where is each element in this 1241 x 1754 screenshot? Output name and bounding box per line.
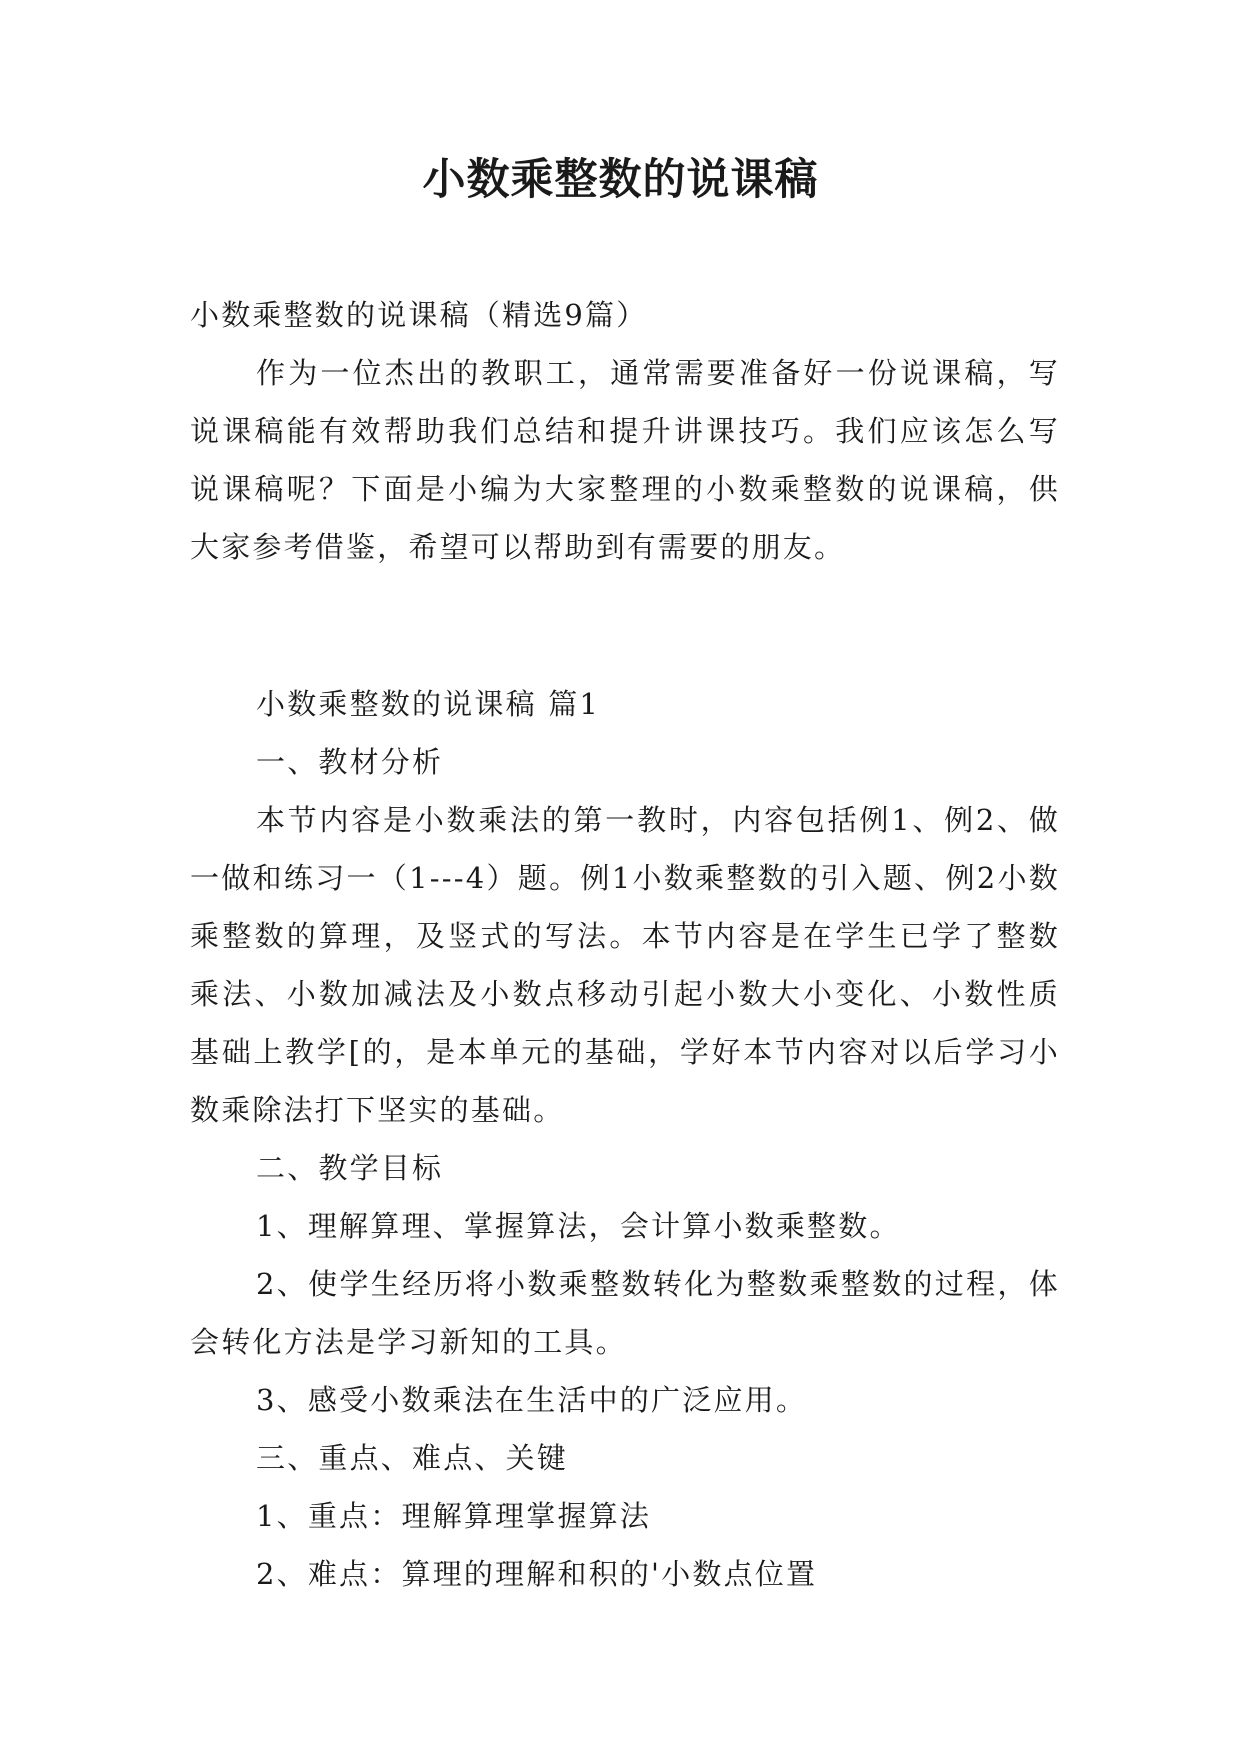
key-item-1: 1、重点：理解算理掌握算法 [256,1499,652,1533]
part1-heading: 一、教材分析 [256,745,444,779]
document-title: 小数乘整数的说课稿 [422,155,819,205]
part3-heading: 三、重点、难点、关键 [256,1441,569,1475]
document-subtitle: 小数乘整数的说课稿（精选9篇） [190,298,648,332]
part1-paragraph: 本节内容是小数乘法的第一教时，内容包括例1、例2、做一做和练习一（1---4）题。例1小数乘整数的引入题、例2小数乘整数的算理，及竖式的写法。本节内容是在学生已学了整数乘法、小数加减法及小数点移动引起小数大小变化、小数性质基础上教学[的，是本单元的基础，学好本节内容对以后学习小数乘除法打下坚实的基础。 [190,803,1060,1127]
key-item-2: 2、难点：算理的理解和积的'小数点位置 [256,1557,818,1591]
document-body [190,286,1060,1603]
paragraph-spacer [190,576,1060,675]
goal-item-2: 2、使学生经历将小数乘整数转化为整数乘整数的过程，体会转化方法是学习新知的工具。 [190,1267,1060,1359]
goal-item-1: 1、理解算理、掌握算法，会计算小数乘整数。 [256,1209,901,1243]
intro-paragraph: 作为一位杰出的教职工，通常需要准备好一份说课稿，写说课稿能有效帮助我们总结和提升讲课技巧。我们应该怎么写说课稿呢？下面是小编为大家整理的小数乘整数的说课稿，供大家参考借鉴，希望可以帮助到有需要的朋友。 [190,356,1060,564]
part2-heading: 二、教学目标 [256,1151,444,1185]
section-heading: 小数乘整数的说课稿 篇1 [256,687,601,721]
goal-item-3: 3、感受小数乘法在生活中的广泛应用。 [256,1383,808,1417]
